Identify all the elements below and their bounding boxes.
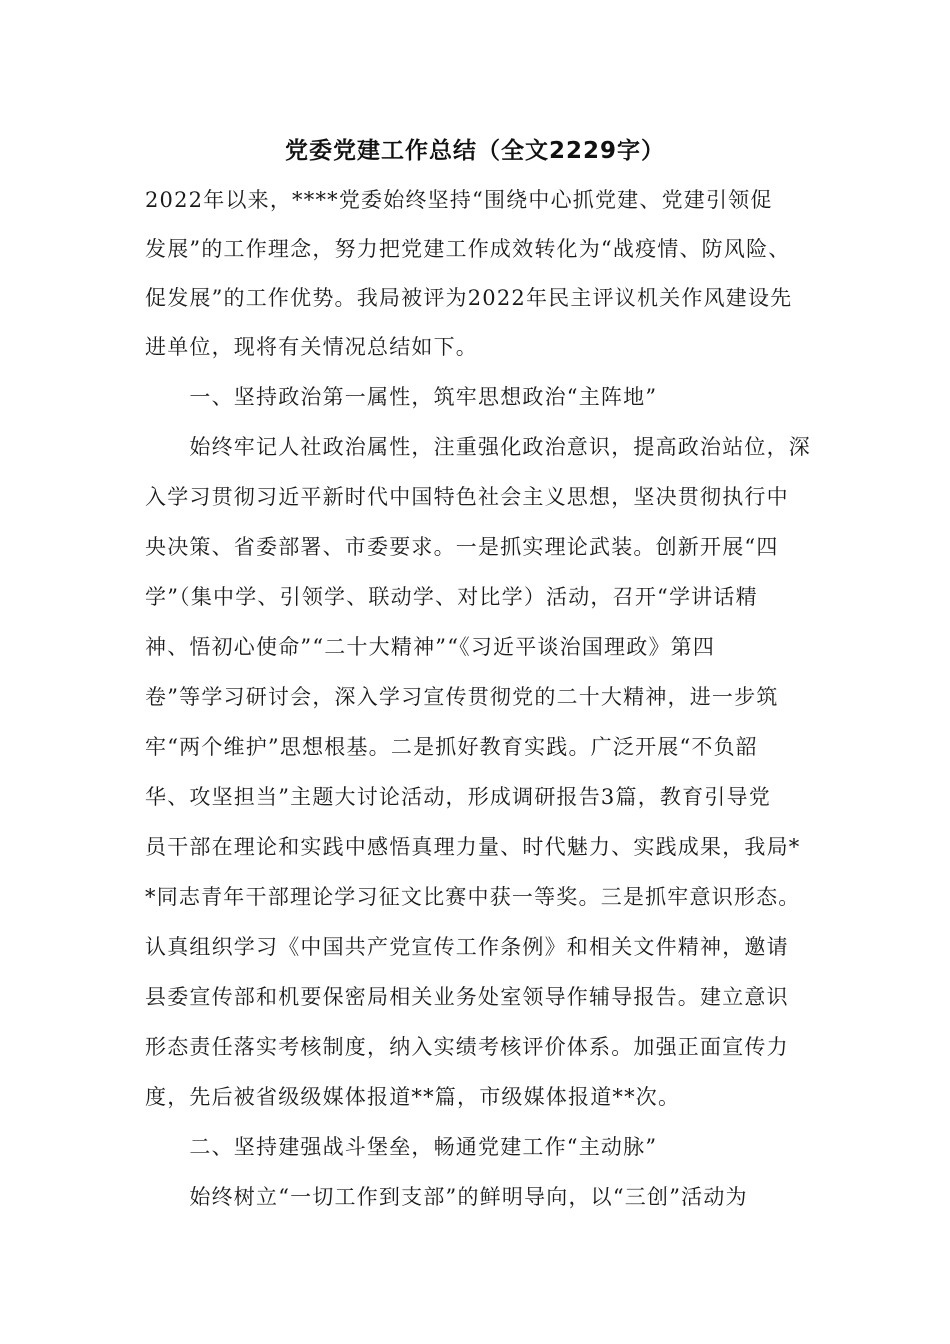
body-line: 牢“两个维护”思想根基。二是抓好教育实践。广泛开展“不负韶 (145, 735, 759, 759)
section-heading-1: 一、坚持政治第一属性，筑牢思想政治“主阵地” (145, 385, 658, 409)
body-line: 学”（集中学、引领学、联动学、对比学）活动，召开“学讲话精 (145, 585, 758, 609)
body-line: 始终树立“一切工作到支部”的鲜明导向，以“三创”活动为 (145, 1185, 748, 1209)
section-heading-2: 二、坚持建强战斗堡垒，畅通党建工作“主动脉” (145, 1135, 658, 1159)
body-line: *同志青年干部理论学习征文比赛中获一等奖。三是抓牢意识形态。 (145, 885, 801, 909)
body-line: 促发展”的工作优势。我局被评为2022年民主评议机关作风建设先 (145, 286, 793, 310)
body-line: 发展”的工作理念，努力把党建工作成效转化为“战疫情、防风险、 (145, 237, 791, 261)
body-line: 员干部在理论和实践中感悟真理力量、时代魅力、实践成果，我局* (145, 835, 801, 859)
body-line: 进单位，现将有关情况总结如下。 (145, 335, 478, 359)
body-line: 入学习贯彻习近平新时代中国特色社会主义思想，坚决贯彻执行中 (145, 485, 789, 509)
body-line: 2022年以来，****党委始终坚持“围绕中心抓党建、党建引领促 (145, 188, 773, 212)
body-line: 神、悟初心使命”“二十大精神”“《习近平谈治国理政》第四 (145, 635, 716, 659)
body-line: 卷”等学习研讨会，深入学习宣传贯彻党的二十大精神，进一步筑 (145, 685, 779, 709)
body-line: 县委宣传部和机要保密局相关业务处室领导作辅导报告。建立意识 (145, 985, 789, 1009)
body-line: 形态责任落实考核制度，纳入实绩考核评价体系。加强正面宣传力 (145, 1035, 789, 1059)
body-line: 央决策、省委部署、市委要求。一是抓实理论武装。创新开展“四 (145, 535, 779, 559)
body-line: 华、攻坚担当”主题大讨论活动，形成调研报告3篇，教育引导党 (145, 785, 771, 809)
body-line: 度，先后被省级级媒体报道**篇，市级媒体报道**次。 (145, 1085, 681, 1109)
body-line: 认真组织学习《中国共产党宣传工作条例》和相关文件精神，邀请 (145, 935, 789, 959)
document-title: 党委党建工作总结（全文2229字） (284, 138, 665, 164)
body-line: 始终牢记人社政治属性，注重强化政治意识，提高政治站位，深 (145, 435, 811, 459)
